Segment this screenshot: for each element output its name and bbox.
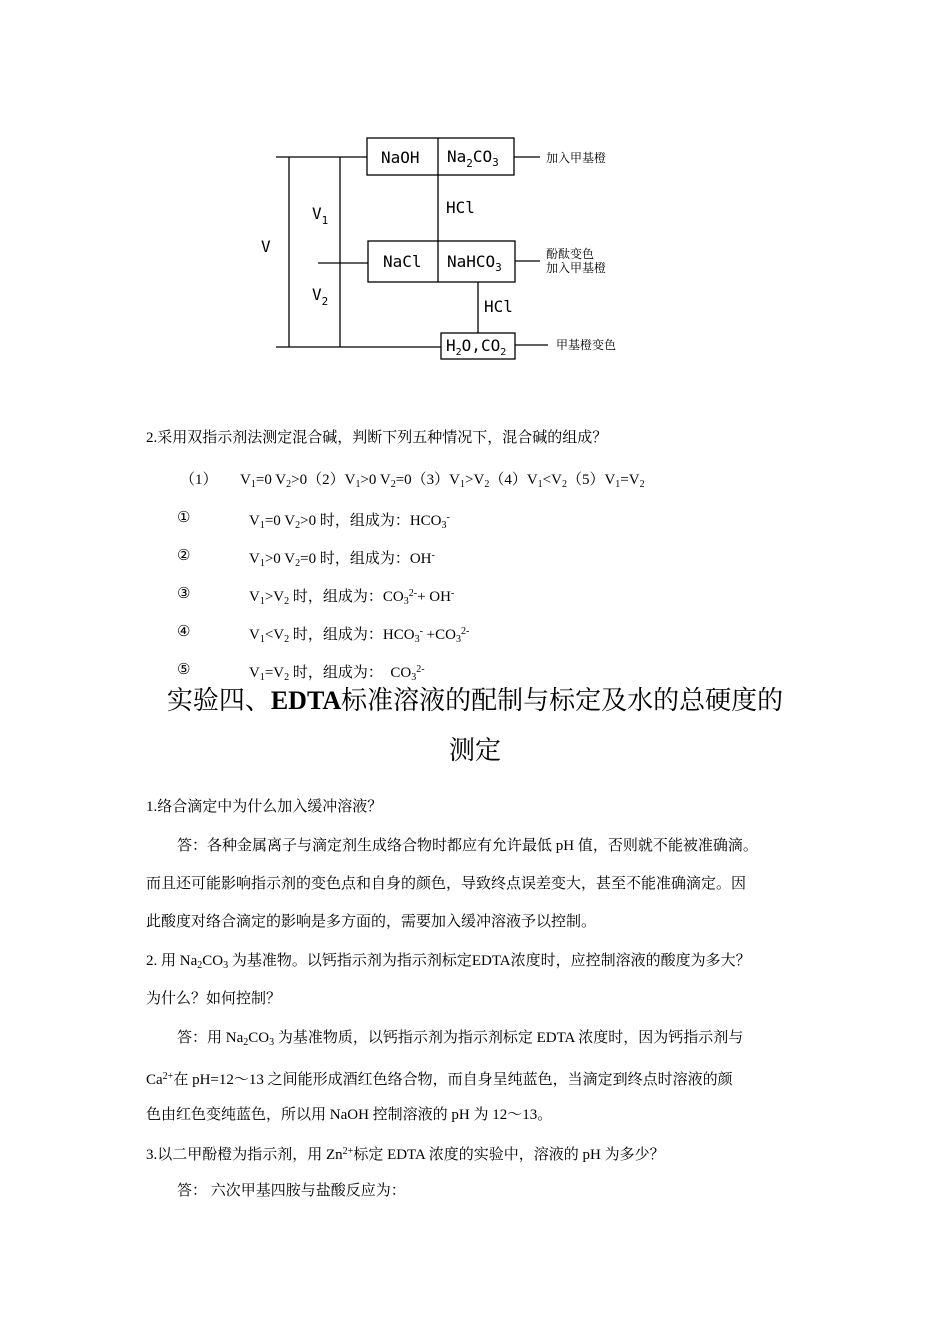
case-1: $V_1=0$ $V_2>0$ 时，组成为：$HCO_3^-$ [249,512,450,531]
box1-naoh: NaOH [381,148,420,167]
marker-3: ③ [177,586,191,602]
note-methyl-orange-change: 甲基橙变色 [556,338,617,352]
v1-label: $V_1$ [312,204,329,227]
answer-2-line-1: 答：用 $Na_2CO_3$ 为基准物质，以钙指示剂为指示剂标定 EDTA 浓度时，因为钙指示剂与 [177,1030,744,1048]
marker-1: ① [177,510,191,526]
q2-title: 2.采用双指示剂法测定混合碱，判断下列五种情况下，混合碱的组成？ [146,430,608,446]
hcl-label-1: HCl [446,198,475,217]
case-3: $V_1>V_2$ 时，组成为：$CO_3^{2-}+ OH^-$ [249,588,455,607]
case-2: $V_1>0$ $V_2=0$ 时，组成为：OH- [249,550,435,569]
marker-2: ② [177,548,191,564]
box2-nacl: NaCl [383,252,422,271]
answer-1-line-2: 而且还可能影响指示剂的变色点和自身的颜色，导致终点误差变大，甚至不能准确滴定。因 [146,876,747,892]
titration-diagram [0,0,950,380]
answer-1-line-1: 答：各种金属离子与滴定剂生成络合物时都应有允许最低 pH 值，否则就不能被准确滴。 [177,838,758,854]
section-title-cont: 测定 [448,736,501,765]
box1-na2co3: $Na_2CO_3$ [447,147,499,170]
question-3: 3.以二甲酚橙为指示剂，用 $Zn^{2+}$标定 EDTA 浓度的实验中，溶液的 pH 为多少？ [146,1146,665,1163]
question-1: 1.络合滴定中为什么加入缓冲溶液？ [146,799,383,815]
marker-5: ⑤ [177,662,191,678]
box2-nahco3: NaHCO$_3$ [447,252,502,274]
q2-cases: （1） $V_1=0$ $V_2>0(2)V_1>0$ $V_2=0(3)V_1>V_2(4)V_1<V_2(5)V_1=V_2$ [180,472,645,490]
v2-label: $V_2$ [312,285,329,308]
answer-2-line-2: $Ca^{2+}$在 pH=12～13 之间能形成酒红色络合物，而自身呈纯蓝色，当滴定到终点时溶液的颜 [146,1071,733,1088]
answer-1-line-3: 此酸度对络合滴定的影响是多方面的，需要加入缓冲溶液予以控制。 [146,914,597,930]
case-4: $V_1<V_2$ 时，组成为：$HCO_3^- +CO_3^{2-}$ [249,626,470,645]
question-2: 2. 用 $Na_2CO_3$ 为基准物。以钙指示剂为指示剂标定EDTA浓度时，应控制溶液的酸度为多大？ [146,953,751,971]
answer-3: 答： 六次甲基四胺与盐酸反应为： [177,1183,406,1199]
marker-4: ④ [177,624,191,640]
answer-2-line-3: 色由红色变纯蓝色，所以用 NaOH 控制溶液的 pH 为 12～13。 [146,1107,553,1123]
note-phenolphthalein: 酚酞变色 [546,247,595,261]
v-label: V [261,237,271,256]
section-title: 实验四、EDTA标准溶液的配制与标定及水的总硬度的 [166,686,784,715]
note-add-methyl-orange: 加入甲基橙 [546,151,607,165]
hcl-label-2: HCl [484,297,513,316]
question-2-cont: 为什么？如何控制？ [146,991,282,1007]
case-5: $V_1=V_2$ 时，组成为： $CO_3^{2-}$ [249,664,425,683]
box3-h2o-co2: $H_2O,CO_2$ [446,336,507,358]
note-add-methyl-orange-2: 加入甲基橙 [546,261,607,275]
